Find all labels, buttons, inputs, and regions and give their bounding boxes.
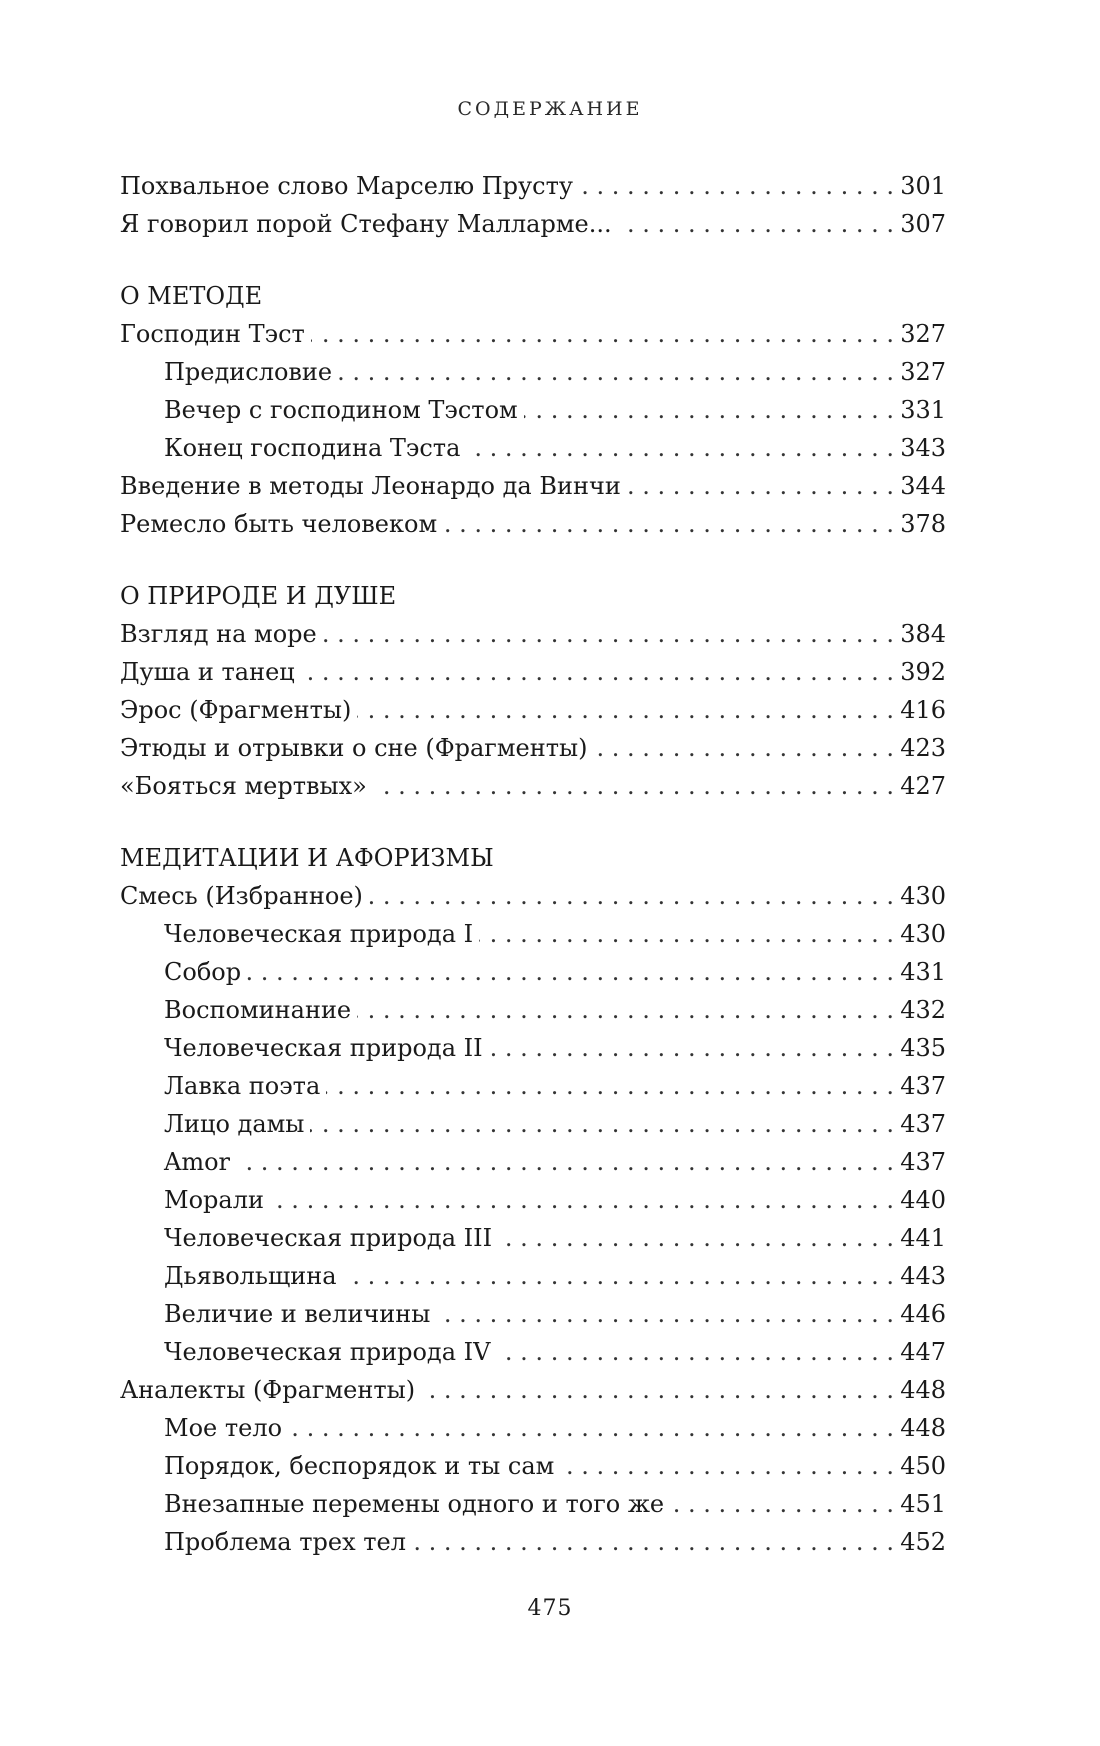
toc-entry <box>120 877 946 915</box>
dot-leader <box>496 1333 894 1371</box>
table-of-contents <box>120 167 946 1561</box>
toc-entry-page: 441 <box>900 1224 946 1252</box>
dot-leader <box>369 877 894 915</box>
toc-entry-title: Господин Тэст <box>120 320 305 348</box>
dot-leader <box>311 315 894 353</box>
dot-leader <box>323 615 894 653</box>
toc-entry-page: 432 <box>900 996 946 1024</box>
toc-entry <box>120 729 946 767</box>
dot-leader <box>479 915 894 953</box>
toc-subentry <box>120 1485 946 1523</box>
dot-leader <box>670 1485 894 1523</box>
dot-leader <box>326 1067 894 1105</box>
toc-entry-page: 392 <box>900 658 946 686</box>
toc-entry-title: Величие и величины <box>164 1300 431 1328</box>
toc-entry-title: Внезапные перемены одного и того же <box>164 1490 665 1518</box>
toc-entry-title: Ремесло быть человеком <box>120 510 438 538</box>
dot-leader <box>489 1029 894 1067</box>
toc-entry <box>120 315 946 353</box>
dot-leader <box>357 991 894 1029</box>
toc-subentry <box>120 991 946 1029</box>
dot-leader <box>436 1295 894 1333</box>
toc-entry-page: 327 <box>900 358 946 386</box>
toc-entry-page: 452 <box>900 1528 946 1556</box>
toc-entry-title: Лавка поэта <box>164 1072 321 1100</box>
dot-leader <box>498 1219 894 1257</box>
dot-leader <box>343 1257 894 1295</box>
dot-leader <box>524 391 894 429</box>
toc-subentry <box>120 429 946 467</box>
dot-leader <box>357 691 894 729</box>
toc-entry <box>120 167 946 205</box>
running-head: СОДЕРЖАНИЕ <box>457 98 643 120</box>
dot-leader <box>310 1105 894 1143</box>
toc-entry-title: Человеческая природа III <box>164 1224 493 1252</box>
toc-entry-title: Воспоминание <box>164 996 352 1024</box>
toc-subentry <box>120 1295 946 1333</box>
toc-entry-title: Конец господина Тэста <box>164 434 461 462</box>
toc-entry-page: 378 <box>900 510 946 538</box>
toc-entry-title: «Бояться мертвых» <box>120 772 367 800</box>
toc-entry-page: 451 <box>900 1490 946 1518</box>
toc-entry <box>120 767 946 805</box>
toc-entry-page: 440 <box>900 1186 946 1214</box>
toc-subentry <box>120 1067 946 1105</box>
toc-entry-title: Взгляд на море <box>120 620 317 648</box>
toc-entry-page: 327 <box>900 320 946 348</box>
dot-leader <box>466 429 894 467</box>
toc-entry-page: 384 <box>900 620 946 648</box>
toc-entry-page: 344 <box>900 472 946 500</box>
toc-entry <box>120 615 946 653</box>
toc-entry-page: 416 <box>900 696 946 724</box>
toc-entry-title: Порядок, беспорядок и ты сам <box>164 1452 555 1480</box>
toc-subentry <box>120 1333 946 1371</box>
toc-entry-page: 427 <box>900 772 946 800</box>
toc-entry-title: Душа и танец <box>120 658 295 686</box>
toc-entry <box>120 505 946 543</box>
toc-entry-page: 301 <box>900 172 946 200</box>
toc-entry-title: Этюды и отрывки о сне (Фрагменты) <box>120 734 588 762</box>
dot-leader <box>443 505 894 543</box>
toc-entry-page: 443 <box>900 1262 946 1290</box>
toc-entry-title: Похвальное слово Марселю Прусту <box>120 172 573 200</box>
toc-subentry <box>120 1029 946 1067</box>
toc-subentry <box>120 1143 946 1181</box>
toc-entry-page: 437 <box>900 1148 946 1176</box>
toc-entry-title: Лицо дамы <box>164 1110 305 1138</box>
dot-leader <box>270 1181 894 1219</box>
toc-subentry <box>120 1219 946 1257</box>
toc-entry-title: Аналекты (Фрагменты) <box>120 1376 416 1404</box>
toc-entry-title: Вечер с господином Тэстом <box>164 396 518 424</box>
toc-entry-title: Эрос (Фрагменты) <box>120 696 352 724</box>
toc-subentry <box>120 1181 946 1219</box>
toc-subentry <box>120 1409 946 1447</box>
toc-subentry <box>120 1447 946 1485</box>
toc-entry-page: 430 <box>900 920 946 948</box>
dot-leader <box>338 353 894 391</box>
toc-entry-page: 331 <box>900 396 946 424</box>
dot-leader <box>618 205 894 243</box>
page-number: 475 <box>527 1596 573 1621</box>
toc-entry-page: 435 <box>900 1034 946 1062</box>
section-heading: МЕДИТАЦИИ И АФОРИЗМЫ <box>120 844 494 872</box>
toc-entry-page: 431 <box>900 958 946 986</box>
dot-leader <box>412 1523 894 1561</box>
toc-entry <box>120 1371 946 1409</box>
toc-entry <box>120 467 946 505</box>
toc-entry-title: Дьявольщина <box>164 1262 337 1290</box>
toc-subentry <box>120 353 946 391</box>
toc-entry-title: Собор <box>164 958 242 986</box>
dot-leader <box>593 729 894 767</box>
toc-entry-title: Морали <box>164 1186 264 1214</box>
toc-entry-page: 343 <box>900 434 946 462</box>
toc-subentry <box>120 915 946 953</box>
toc-subentry <box>120 1523 946 1561</box>
section-heading: О МЕТОДЕ <box>120 282 263 310</box>
dot-leader <box>579 167 894 205</box>
toc-entry-title: Проблема трех тел <box>164 1528 406 1556</box>
toc-entry-page: 447 <box>900 1338 946 1366</box>
toc-entry <box>120 691 946 729</box>
toc-entry <box>120 205 946 243</box>
toc-entry-title: Человеческая природа II <box>164 1034 483 1062</box>
toc-entry-page: 430 <box>900 882 946 910</box>
dot-leader <box>421 1371 894 1409</box>
toc-entry-page: 437 <box>900 1110 946 1138</box>
dot-leader <box>373 767 894 805</box>
toc-subentry <box>120 1105 946 1143</box>
toc-entry-title: Предисловие <box>164 358 333 386</box>
toc-entry-page: 437 <box>900 1072 946 1100</box>
toc-entry-title: Смесь (Избранное) <box>120 882 363 910</box>
toc-subentry <box>120 953 946 991</box>
toc-entry-page: 450 <box>900 1452 946 1480</box>
toc-entry-title: Введение в методы Леонардо да Винчи <box>120 472 621 500</box>
dot-leader <box>301 653 894 691</box>
toc-entry-page: 448 <box>900 1414 946 1442</box>
toc-entry-title: Человеческая природа IV <box>164 1338 491 1366</box>
dot-leader <box>236 1143 894 1181</box>
toc-entry-page: 448 <box>900 1376 946 1404</box>
toc-entry-title: Человеческая природа I <box>164 920 474 948</box>
toc-entry-page: 446 <box>900 1300 946 1328</box>
section-heading: О ПРИРОДЕ И ДУШЕ <box>120 582 397 610</box>
toc-entry-title: Мое тело <box>164 1414 283 1442</box>
dot-leader <box>627 467 894 505</box>
toc-entry-page: 307 <box>900 210 946 238</box>
toc-entry <box>120 653 946 691</box>
dot-leader <box>288 1409 894 1447</box>
toc-entry-title: Я говорил порой Стефану Малларме... <box>120 210 612 238</box>
toc-entry-title: Amor <box>164 1148 231 1176</box>
dot-leader <box>560 1447 894 1485</box>
toc-subentry <box>120 391 946 429</box>
toc-entry-page: 423 <box>900 734 946 762</box>
dot-leader <box>247 953 894 991</box>
toc-subentry <box>120 1257 946 1295</box>
